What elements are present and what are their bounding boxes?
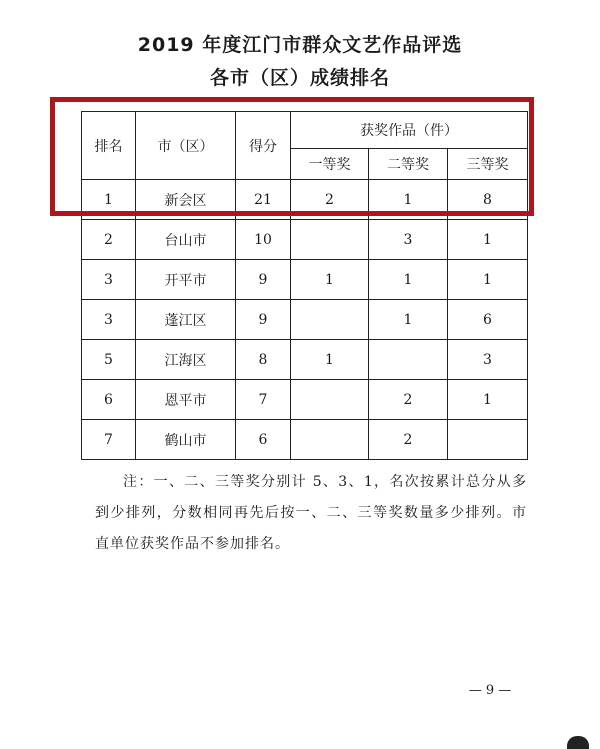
cell-district: 鹤山市 — [136, 420, 236, 460]
corner-mark — [567, 736, 589, 749]
page-number: — 9 — — [468, 683, 512, 698]
cell-score: 6 — [236, 420, 291, 460]
cell-second: 2 — [369, 380, 448, 420]
cell-score: 9 — [236, 260, 291, 300]
header-first-prize: 一等奖 — [291, 149, 369, 180]
cell-third: 8 — [448, 180, 528, 220]
cell-second: 3 — [369, 220, 448, 260]
cell-third: 6 — [448, 300, 528, 340]
cell-district: 台山市 — [136, 220, 236, 260]
cell-third: 3 — [448, 340, 528, 380]
table-row — [82, 380, 528, 420]
cell-second — [369, 340, 448, 380]
cell-third — [448, 420, 528, 460]
cell-first: 1 — [291, 340, 369, 380]
cell-score: 21 — [236, 180, 291, 220]
cell-score: 9 — [236, 300, 291, 340]
cell-first — [291, 420, 369, 460]
cell-second: 1 — [369, 180, 448, 220]
cell-district: 开平市 — [136, 260, 236, 300]
cell-rank: 3 — [82, 300, 136, 340]
cell-first: 1 — [291, 260, 369, 300]
cell-rank: 5 — [82, 340, 136, 380]
cell-first: 2 — [291, 180, 369, 220]
table-row — [82, 300, 528, 340]
table-row — [82, 180, 528, 220]
cell-score: 10 — [236, 220, 291, 260]
table-row — [82, 420, 528, 460]
document-title-line1: 2019 年度江门市群众文艺作品评选 — [137, 34, 463, 56]
cell-third: 1 — [448, 220, 528, 260]
cell-second: 1 — [369, 300, 448, 340]
header-rank: 排名 — [82, 112, 136, 180]
header-district: 市（区） — [136, 112, 236, 180]
cell-first — [291, 300, 369, 340]
cell-third: 1 — [448, 260, 528, 300]
cell-score: 7 — [236, 380, 291, 420]
table-row — [82, 340, 528, 380]
header-awards: 获奖作品（件） — [291, 112, 528, 149]
cell-second: 1 — [369, 260, 448, 300]
document-title-line2: 各市（区）成绩排名 — [209, 67, 390, 89]
cell-third: 1 — [448, 380, 528, 420]
cell-rank: 2 — [82, 220, 136, 260]
cell-second: 2 — [369, 420, 448, 460]
ranking-table — [81, 111, 528, 460]
cell-rank: 6 — [82, 380, 136, 420]
cell-rank: 3 — [82, 260, 136, 300]
header-second-prize: 二等奖 — [369, 149, 448, 180]
cell-first — [291, 380, 369, 420]
cell-score: 8 — [236, 340, 291, 380]
cell-rank: 7 — [82, 420, 136, 460]
cell-district: 江海区 — [136, 340, 236, 380]
table-row — [82, 220, 528, 260]
cell-district: 蓬江区 — [136, 300, 236, 340]
header-third-prize: 三等奖 — [448, 149, 528, 180]
footnote: 注：一、二、三等奖分别计 5、3、1，名次按累计总分从多到少排列，分数相同再先后按一、二、三等奖数量多少排列。市直单位获奖作品不参加排名。 — [95, 474, 527, 552]
header-score: 得分 — [236, 112, 291, 180]
cell-district: 新会区 — [136, 180, 236, 220]
cell-rank: 1 — [82, 180, 136, 220]
table-row — [82, 260, 528, 300]
cell-district: 恩平市 — [136, 380, 236, 420]
cell-first — [291, 220, 369, 260]
